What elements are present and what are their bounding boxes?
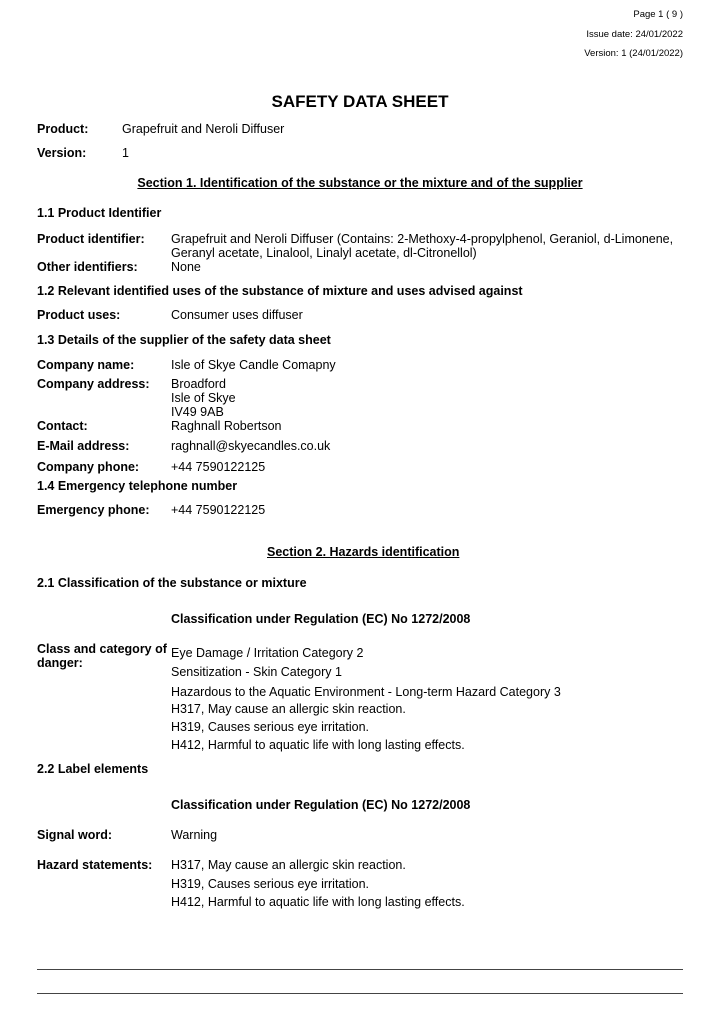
subsection-1-3: 1.3 Details of the supplier of the safety data sheet [37,333,331,347]
email-value: raghnall@skyecandles.co.uk [171,439,331,453]
other-identifiers-value: None [171,260,201,274]
version-info: Version: 1 (24/01/2022) [584,48,683,59]
address-line2: Isle of Skye [171,391,236,405]
product-identifier-label: Product identifier: [37,232,145,246]
contact-value: Raghnall Robertson [171,419,282,433]
class-item: Sensitization - Skin Category 1 [171,665,342,679]
subsection-2-1: 2.1 Classification of the substance or mixture [37,576,307,590]
signal-word-value: Warning [171,828,218,842]
class-item: Eye Damage / Irritation Category 2 [171,646,364,660]
other-identifiers-label: Other identifiers: [37,260,138,274]
emergency-phone-value: +44 7590122125 [171,503,266,517]
contact-label: Contact: [37,419,88,433]
version-value: 1 [122,146,129,160]
class-item: H319, Causes serious eye irritation. [171,720,370,734]
section-1-heading: Section 1. Identification of the substance or the mixture and of the supplier [137,176,583,190]
subsection-1-1: 1.1 Product Identifier [37,206,162,220]
company-phone-label: Company phone: [37,460,140,474]
hazard-statement: H317, May cause an allergic skin reaction. [171,858,406,872]
class-category-label-line2: danger: [37,656,83,670]
company-phone-value: +44 7590122125 [171,460,266,474]
version-label: Version: [37,146,87,160]
product-identifier-line1: Grapefruit and Neroli Diffuser (Contains: 2-Methoxy-4-propylphenol, Geraniol, d-Limonene, [171,232,674,246]
page-number: Page 1 ( 9 ) [633,9,683,20]
address-line1: Broadford [171,377,226,391]
hazard-statement: H319, Causes serious eye irritation. [171,877,370,891]
product-uses-label: Product uses: [37,308,121,322]
emergency-phone-label: Emergency phone: [37,503,150,517]
address-line3: IV49 9AB [171,405,224,419]
signal-word-label: Signal word: [37,828,112,842]
hazard-statement: H412, Harmful to aquatic life with long lasting effects. [171,895,465,909]
document-title: SAFETY DATA SHEET [271,92,449,111]
class-item: H317, May cause an allergic skin reaction. [171,702,406,716]
footer-divider-bottom [37,993,683,994]
company-address-label: Company address: [37,377,150,391]
issue-date: Issue date: 24/01/2022 [586,29,683,40]
section-2-heading: Section 2. Hazards identification [267,545,460,559]
subsection-1-2: 1.2 Relevant identified uses of the substance of mixture and uses advised against [37,284,523,298]
class-item: Hazardous to the Aquatic Environment - Long-term Hazard Category 3 [171,685,561,699]
subsection-1-4: 1.4 Emergency telephone number [37,479,238,493]
footer-divider-top [37,969,683,970]
product-uses-value: Consumer uses diffuser [171,308,303,322]
company-name-label: Company name: [37,358,135,372]
product-identifier-line2: Geranyl acetate, Linalool, Linalyl acetate, dl-Citronellol) [171,246,477,260]
product-value: Grapefruit and Neroli Diffuser [122,122,285,136]
email-label: E-Mail address: [37,439,130,453]
class-item: H412, Harmful to aquatic life with long lasting effects. [171,738,465,752]
hazard-statements-label: Hazard statements: [37,858,153,872]
product-label: Product: [37,122,89,136]
subsection-2-2: 2.2 Label elements [37,762,149,776]
class-category-label-line1: Class and category of [37,642,167,656]
classification-heading: Classification under Regulation (EC) No 1272/2008 [171,612,471,626]
company-name-value: Isle of Skye Candle Comapny [171,358,336,372]
classification-heading-2: Classification under Regulation (EC) No 1272/2008 [171,798,471,812]
